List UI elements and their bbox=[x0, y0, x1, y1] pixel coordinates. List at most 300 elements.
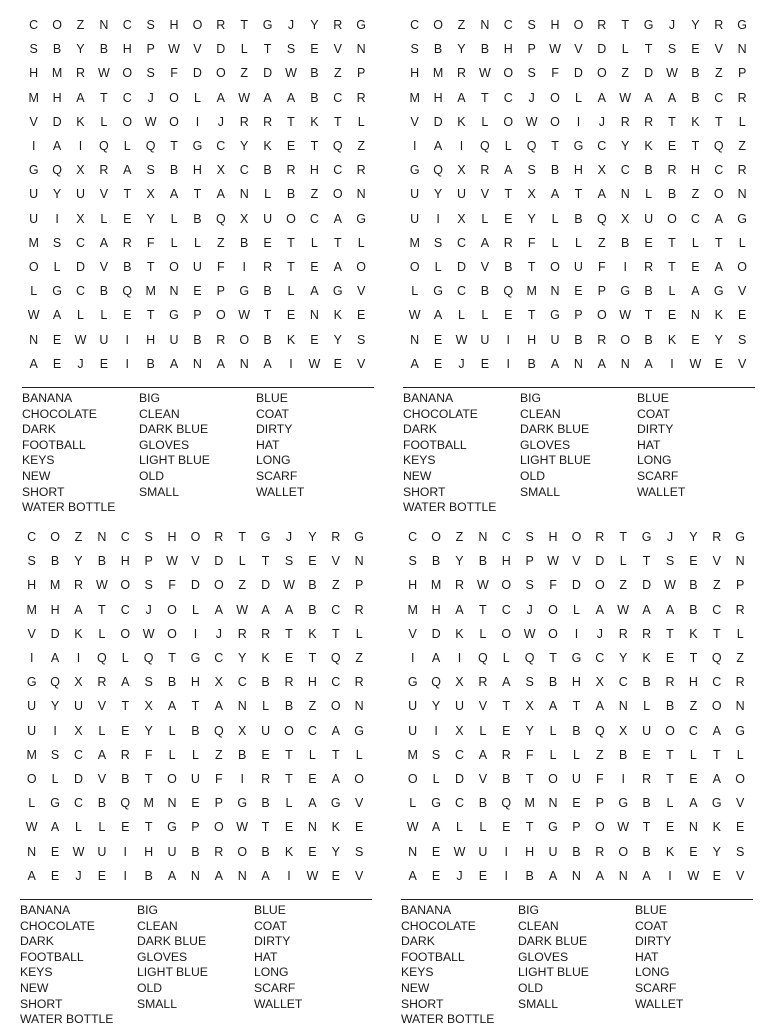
grid-letter: O bbox=[407, 771, 418, 786]
grid-letter: U bbox=[167, 844, 177, 859]
grid-letter: Y bbox=[714, 332, 723, 347]
grid-letter: Z bbox=[619, 578, 628, 593]
grid-letter: A bbox=[216, 90, 225, 105]
grid-letter: O bbox=[594, 578, 605, 593]
grid-letter: Z bbox=[217, 235, 225, 250]
grid-letter: Y bbox=[74, 554, 83, 569]
grid-letter: N bbox=[354, 699, 364, 714]
grid-row bbox=[403, 303, 755, 327]
grid-letter: G bbox=[550, 308, 560, 323]
word-list-item: FOOTBALL bbox=[403, 437, 467, 452]
grid-letter: Y bbox=[240, 139, 249, 154]
grid-letter: P bbox=[597, 284, 606, 299]
grid-letter: O bbox=[620, 332, 631, 347]
grid-letter: F bbox=[215, 771, 223, 786]
grid-letter: R bbox=[735, 602, 745, 617]
grid-letter: N bbox=[408, 844, 418, 859]
grid-letter: D bbox=[214, 554, 224, 569]
grid-letter: B bbox=[689, 578, 698, 593]
grid-letter: N bbox=[192, 356, 202, 371]
grid-letter: K bbox=[261, 651, 270, 666]
grid-row bbox=[401, 622, 753, 646]
grid-letter: B bbox=[240, 235, 249, 250]
grid-letter: L bbox=[191, 747, 199, 762]
grid-letter: C bbox=[618, 675, 628, 690]
grid-letter: Q bbox=[478, 651, 488, 666]
grid-letter: E bbox=[502, 723, 511, 738]
grid-letter: I bbox=[76, 651, 81, 666]
grid-row bbox=[403, 61, 755, 85]
grid-letter: K bbox=[310, 114, 319, 129]
grid-letter: U bbox=[192, 259, 202, 274]
grid-letter: L bbox=[549, 747, 557, 762]
grid-row bbox=[20, 839, 372, 863]
grid-letter: E bbox=[331, 868, 340, 883]
grid-letter: K bbox=[263, 139, 272, 154]
word-list-item: CLEAN bbox=[520, 406, 561, 421]
grid-letter: E bbox=[691, 42, 700, 57]
grid-letter: I bbox=[125, 356, 129, 371]
grid-letter: S bbox=[146, 163, 155, 178]
grid-letter: N bbox=[167, 796, 177, 811]
grid-letter: T bbox=[263, 42, 272, 57]
word-list-item: HAT bbox=[637, 437, 661, 452]
grid-letter: A bbox=[214, 868, 223, 883]
puzzle-top-left bbox=[22, 13, 374, 513]
grid-letter: R bbox=[333, 18, 343, 33]
grid-letter: E bbox=[691, 332, 700, 347]
grid-letter: Z bbox=[736, 651, 744, 666]
grid-letter: P bbox=[144, 554, 153, 569]
grid-row bbox=[20, 622, 372, 646]
grid-letter: X bbox=[527, 187, 536, 202]
grid-letter: B bbox=[308, 578, 317, 593]
grid-letter: R bbox=[356, 90, 366, 105]
grid-letter: C bbox=[239, 163, 249, 178]
grid-letter: B bbox=[99, 284, 109, 299]
grid-letter: T bbox=[549, 651, 557, 666]
grid-letter: J bbox=[285, 530, 293, 545]
word-list-item: LONG bbox=[256, 453, 291, 468]
grid-letter: L bbox=[738, 235, 746, 250]
grid-letter: L bbox=[355, 626, 363, 641]
grid-letter: C bbox=[122, 90, 132, 105]
grid-letter: T bbox=[668, 259, 676, 274]
word-list-item: CLEAN bbox=[139, 406, 180, 421]
grid-letter: B bbox=[478, 554, 488, 569]
grid-letter: B bbox=[574, 332, 583, 347]
grid-letter: Z bbox=[691, 187, 700, 202]
grid-letter: T bbox=[331, 747, 340, 762]
grid-letter: L bbox=[357, 114, 365, 129]
grid-letter: K bbox=[331, 820, 340, 835]
grid-letter: E bbox=[52, 356, 62, 371]
word-list-item: KEYS bbox=[22, 453, 55, 468]
grid-letter: S bbox=[146, 66, 155, 81]
grid-letter: P bbox=[354, 578, 364, 593]
grid-letter: B bbox=[502, 771, 511, 786]
grid-letter: B bbox=[121, 771, 130, 786]
grid-letter: D bbox=[642, 578, 652, 593]
grid-letter: C bbox=[714, 163, 724, 178]
word-list-item: SMALL bbox=[520, 484, 560, 499]
grid-letter: W bbox=[476, 578, 489, 593]
grid-letter: G bbox=[192, 139, 203, 154]
grid-letter: B bbox=[97, 554, 107, 569]
grid-letter: B bbox=[691, 90, 700, 105]
grid-letter: D bbox=[454, 771, 464, 786]
grid-letter: H bbox=[169, 18, 179, 33]
grid-letter: U bbox=[571, 771, 581, 786]
word-list-item: KEYS bbox=[403, 453, 436, 468]
grid-letter: N bbox=[239, 356, 249, 371]
word-list-item: BLUE bbox=[256, 391, 288, 405]
grid-letter: Z bbox=[357, 139, 365, 154]
grid-letter: Q bbox=[503, 284, 514, 299]
grid-letter: T bbox=[238, 530, 247, 545]
grid-letter: I bbox=[623, 259, 627, 274]
grid-letter: L bbox=[409, 796, 417, 811]
word-list-item: BIG bbox=[518, 903, 539, 917]
grid-letter: A bbox=[50, 820, 60, 835]
grid-letter: W bbox=[25, 820, 38, 835]
grid-letter: G bbox=[28, 163, 39, 178]
grid-letter: B bbox=[263, 284, 272, 299]
word-list-item: WALLET bbox=[637, 484, 686, 499]
grid-letter: Z bbox=[76, 18, 85, 33]
grid-letter: B bbox=[50, 554, 60, 569]
word-list-item: DIRTY bbox=[635, 934, 672, 949]
grid-letter: A bbox=[50, 651, 60, 666]
grid-letter: A bbox=[76, 90, 85, 105]
grid-letter: T bbox=[261, 820, 270, 835]
word-list-item: BIG bbox=[137, 903, 158, 917]
grid-letter: N bbox=[737, 187, 747, 202]
grid-letter: L bbox=[666, 796, 674, 811]
grid-letter: E bbox=[735, 820, 745, 835]
grid-letter: X bbox=[144, 699, 153, 714]
grid-letter: K bbox=[667, 332, 677, 347]
grid-letter: W bbox=[168, 42, 180, 57]
grid-letter: Q bbox=[330, 651, 341, 666]
grid-letter: W bbox=[308, 356, 321, 371]
grid-letter: S bbox=[525, 675, 534, 690]
grid-letter: Z bbox=[596, 747, 604, 762]
grid-row bbox=[20, 549, 372, 573]
grid-letter: E bbox=[572, 796, 581, 811]
grid-letter: Q bbox=[594, 723, 605, 738]
grid-letter: L bbox=[100, 114, 108, 129]
grid-letter: U bbox=[550, 332, 560, 347]
grid-letter: A bbox=[431, 651, 441, 666]
word-list-item: DARK bbox=[20, 934, 54, 949]
grid-letter: E bbox=[121, 723, 130, 738]
word-list-item: SHORT bbox=[401, 996, 444, 1011]
grid-letter: N bbox=[190, 868, 200, 883]
grid-letter: Q bbox=[332, 139, 343, 154]
grid-letter: U bbox=[29, 187, 39, 202]
grid-letter: L bbox=[121, 651, 129, 666]
grid-letter: K bbox=[712, 820, 721, 835]
grid-letter: R bbox=[735, 675, 745, 690]
grid-letter: I bbox=[506, 332, 510, 347]
grid-letter: W bbox=[283, 578, 295, 593]
grid-letter: O bbox=[713, 187, 724, 202]
grid-letter: C bbox=[456, 235, 466, 250]
grid-letter: E bbox=[261, 747, 270, 762]
grid-letter: R bbox=[478, 675, 488, 690]
grid-letter: O bbox=[28, 259, 39, 274]
grid-letter: E bbox=[737, 308, 747, 323]
grid-letter: O bbox=[169, 90, 179, 105]
grid-letter: J bbox=[598, 114, 605, 129]
grid-letter: B bbox=[144, 868, 153, 883]
word-list bbox=[403, 391, 763, 516]
grid-letter: A bbox=[169, 187, 179, 202]
grid-letter: Z bbox=[215, 747, 223, 762]
grid-letter: R bbox=[667, 163, 677, 178]
grid-letter: N bbox=[573, 356, 583, 371]
grid-letter: I bbox=[53, 723, 57, 738]
grid-letter: G bbox=[260, 530, 271, 545]
grid-letter: Q bbox=[215, 211, 226, 226]
grid-letter: X bbox=[525, 699, 534, 714]
grid-letter: L bbox=[456, 820, 463, 835]
grid-letter: P bbox=[595, 796, 604, 811]
grid-letter: D bbox=[431, 626, 441, 641]
grid-letter: G bbox=[237, 796, 248, 811]
grid-letter: K bbox=[74, 626, 83, 641]
grid-letter: T bbox=[98, 602, 106, 617]
grid-letter: R bbox=[665, 675, 675, 690]
grid-letter: A bbox=[97, 747, 107, 762]
grid-letter: R bbox=[454, 578, 464, 593]
grid-letter: V bbox=[712, 554, 721, 569]
grid-letter: L bbox=[193, 235, 201, 250]
grid-letter: L bbox=[479, 723, 487, 738]
grid-letter: E bbox=[356, 308, 366, 323]
grid-row bbox=[22, 182, 374, 206]
word-list-item: GLOVES bbox=[139, 437, 190, 452]
grid-letter: G bbox=[620, 284, 631, 299]
divider-line bbox=[401, 899, 753, 900]
grid-letter: A bbox=[52, 308, 62, 323]
grid-letter: B bbox=[525, 868, 534, 883]
grid-letter: L bbox=[691, 235, 699, 250]
grid-letter: D bbox=[190, 578, 200, 593]
grid-letter: H bbox=[309, 163, 319, 178]
grid-letter: R bbox=[263, 114, 273, 129]
word-list-item: LONG bbox=[254, 965, 289, 980]
grid-letter: H bbox=[548, 530, 558, 545]
word-list-item: SCARF bbox=[256, 468, 298, 483]
grid-letter: K bbox=[457, 114, 466, 129]
grid-letter: I bbox=[576, 114, 581, 129]
grid-letter: L bbox=[191, 602, 199, 617]
grid-letter: B bbox=[548, 675, 558, 690]
grid-letter: P bbox=[737, 66, 747, 81]
grid-letter: G bbox=[713, 284, 724, 299]
grid-letter: Q bbox=[145, 139, 156, 154]
grid-row bbox=[403, 327, 755, 351]
grid-letter: B bbox=[644, 284, 653, 299]
word-list-item: GLOVES bbox=[520, 437, 571, 452]
grid-letter: T bbox=[666, 771, 674, 786]
grid-letter: D bbox=[73, 771, 83, 786]
grid-letter: M bbox=[28, 90, 39, 105]
grid-letter: C bbox=[333, 163, 343, 178]
grid-letter: I bbox=[574, 626, 579, 641]
grid-letter: E bbox=[667, 308, 677, 323]
grid-letter: V bbox=[97, 771, 107, 786]
grid-letter: B bbox=[99, 42, 109, 57]
grid-row bbox=[20, 525, 372, 549]
grid-letter: T bbox=[285, 747, 293, 762]
grid-letter: C bbox=[501, 530, 511, 545]
grid-row bbox=[22, 158, 374, 182]
puzzle-bottom-left bbox=[20, 525, 372, 1025]
grid-letter: W bbox=[97, 66, 110, 81]
grid-letter: U bbox=[29, 211, 39, 226]
grid-letter: X bbox=[214, 675, 223, 690]
grid-letter: B bbox=[123, 259, 132, 274]
grid-letter: L bbox=[572, 602, 580, 617]
grid-letter: V bbox=[574, 42, 583, 57]
grid-letter: W bbox=[687, 868, 700, 883]
grid-row bbox=[20, 864, 372, 888]
grid-letter: G bbox=[407, 675, 418, 690]
grid-letter: A bbox=[644, 356, 653, 371]
grid-letter: L bbox=[168, 747, 176, 762]
grid-letter: H bbox=[690, 163, 700, 178]
word-list-item: LIGHT BLUE bbox=[518, 965, 589, 980]
grid-letter: X bbox=[76, 211, 85, 226]
grid-letter: J bbox=[215, 626, 222, 641]
grid-letter: G bbox=[50, 796, 60, 811]
grid-letter: E bbox=[308, 844, 317, 859]
grid-letter: R bbox=[75, 66, 85, 81]
grid-row bbox=[403, 13, 755, 37]
puzzle-bottom-right bbox=[401, 525, 753, 1025]
grid-letter: N bbox=[571, 868, 581, 883]
grid-letter: C bbox=[120, 530, 130, 545]
grid-letter: L bbox=[193, 90, 201, 105]
grid-letter: K bbox=[286, 332, 296, 347]
grid-letter: O bbox=[122, 114, 133, 129]
grid-letter: L bbox=[100, 211, 108, 226]
word-list-item: CHOCOLATE bbox=[22, 406, 97, 421]
grid-letter: V bbox=[331, 554, 340, 569]
grid-letter: N bbox=[239, 187, 249, 202]
grid-row bbox=[20, 694, 372, 718]
grid-letter: A bbox=[286, 90, 296, 105]
word-list-item: BLUE bbox=[254, 903, 286, 917]
grid-letter: F bbox=[598, 259, 606, 274]
grid-letter: E bbox=[689, 554, 698, 569]
grid-letter: C bbox=[456, 284, 466, 299]
grid-row bbox=[401, 573, 753, 597]
grid-letter: B bbox=[308, 602, 317, 617]
grid-letter: C bbox=[454, 796, 464, 811]
grid-letter: Q bbox=[501, 796, 512, 811]
grid-letter: E bbox=[714, 356, 723, 371]
grid-letter: L bbox=[736, 747, 744, 762]
grid-letter: S bbox=[356, 332, 366, 347]
grid-letter: C bbox=[454, 747, 464, 762]
grid-letter: L bbox=[28, 796, 36, 811]
grid-letter: H bbox=[527, 332, 537, 347]
grid-letter: E bbox=[286, 308, 296, 323]
grid-letter: S bbox=[527, 18, 536, 33]
grid-letter: V bbox=[737, 356, 747, 371]
grid-letter: J bbox=[668, 18, 676, 33]
grid-letter: B bbox=[574, 211, 583, 226]
grid-letter: G bbox=[330, 796, 341, 811]
grid-letter: S bbox=[667, 42, 677, 57]
grid-letter: L bbox=[168, 723, 176, 738]
grid-letter: Q bbox=[431, 675, 441, 690]
word-list-item: CHOCOLATE bbox=[401, 918, 476, 933]
grid-letter: B bbox=[169, 163, 179, 178]
grid-letter: Q bbox=[143, 651, 154, 666]
grid-letter: O bbox=[548, 771, 558, 786]
grid-letter: E bbox=[642, 747, 651, 762]
grid-letter: D bbox=[216, 42, 226, 57]
grid-letter: W bbox=[664, 578, 676, 593]
grid-letter: B bbox=[191, 723, 200, 738]
grid-letter: Y bbox=[455, 554, 464, 569]
grid-letter: W bbox=[547, 554, 559, 569]
grid-letter: A bbox=[216, 356, 225, 371]
grid-letter: K bbox=[76, 114, 85, 129]
word-list-item: WATER BOTTLE bbox=[401, 1012, 495, 1027]
grid-row bbox=[401, 549, 753, 573]
grid-letter: L bbox=[434, 259, 442, 274]
grid-letter: W bbox=[689, 356, 702, 371]
grid-letter: A bbox=[331, 723, 340, 738]
grid-letter: F bbox=[549, 578, 557, 593]
grid-letter: U bbox=[410, 187, 420, 202]
grid-letter: G bbox=[239, 284, 250, 299]
grid-letter: M bbox=[409, 90, 420, 105]
grid-letter: A bbox=[478, 747, 488, 762]
grid-letter: U bbox=[410, 211, 420, 226]
word-list-item: HAT bbox=[635, 949, 659, 964]
grid-letter: I bbox=[78, 139, 83, 154]
word-list-item: NEW bbox=[401, 980, 430, 995]
grid-letter: I bbox=[668, 868, 672, 883]
grid-row bbox=[22, 207, 374, 231]
grid-letter: X bbox=[621, 211, 630, 226]
grid-row bbox=[401, 839, 753, 863]
grid-letter: R bbox=[214, 530, 224, 545]
grid-letter: X bbox=[595, 675, 604, 690]
grid-letter: N bbox=[737, 42, 747, 57]
grid-row bbox=[403, 207, 755, 231]
word-list-item: SMALL bbox=[137, 996, 177, 1011]
grid-letter: T bbox=[191, 699, 200, 714]
grid-letter: P bbox=[214, 796, 223, 811]
grid-letter: G bbox=[167, 820, 177, 835]
grid-letter: P bbox=[572, 820, 581, 835]
grid-letter: V bbox=[29, 114, 38, 129]
grid-letter: B bbox=[550, 163, 560, 178]
grid-letter: X bbox=[457, 211, 466, 226]
grid-letter: O bbox=[120, 626, 131, 641]
grid-letter: X bbox=[216, 163, 225, 178]
grid-letter: K bbox=[642, 651, 651, 666]
grid-letter: L bbox=[262, 699, 270, 714]
